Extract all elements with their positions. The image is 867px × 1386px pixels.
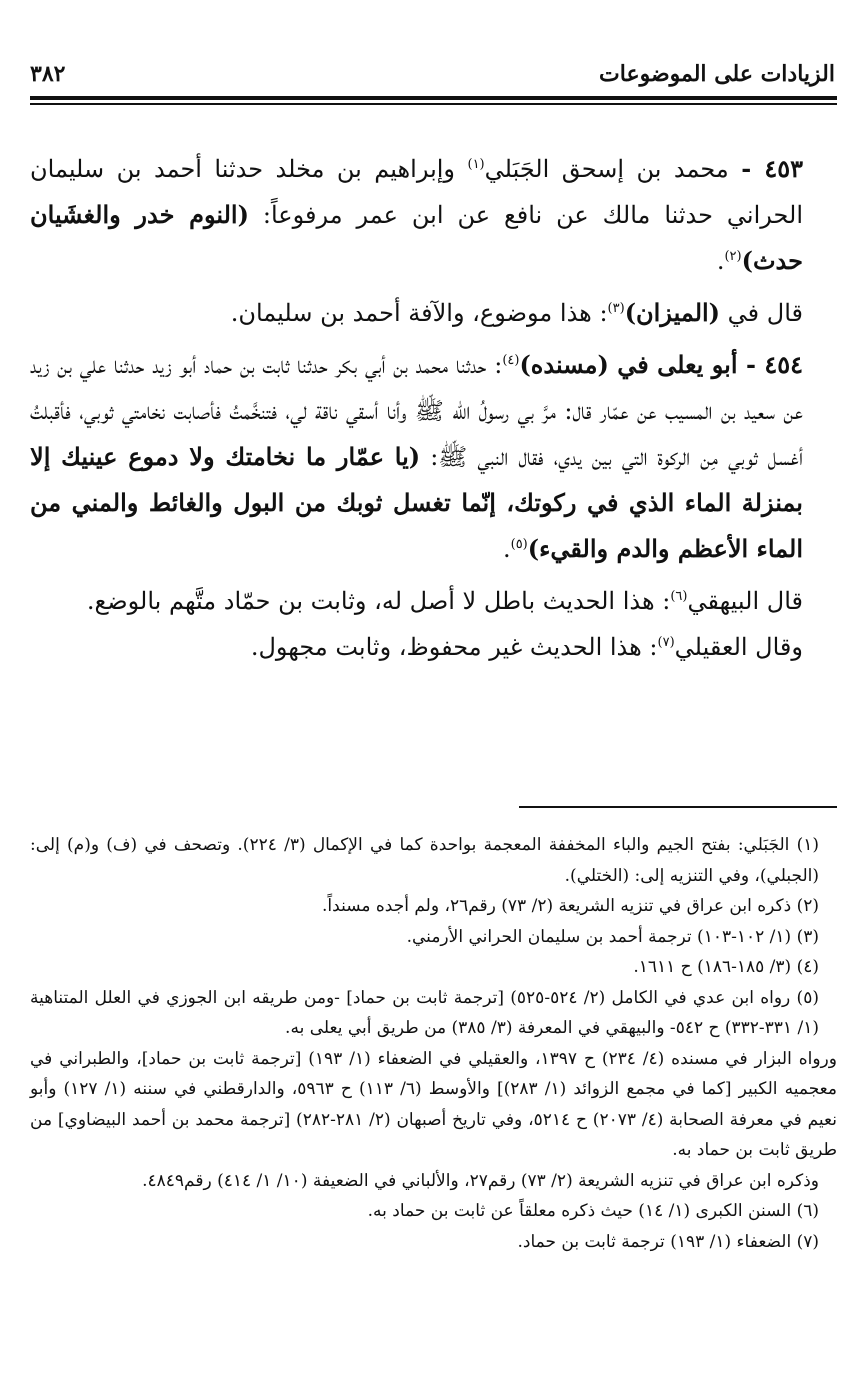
running-header xyxy=(30,56,835,92)
entry-453-comment xyxy=(30,290,837,336)
comment-text: : هذا الحديث باطل لا أصل له، وثابت بن حمّاد متَّهم بالوضع. xyxy=(86,587,671,615)
footnote-6: (٦) السنن الكبرى (١/ ١٤) حيث ذكره معلقاً عن ثابت بن حماد به. xyxy=(367,1201,819,1221)
comment-text: قال البيهقي xyxy=(687,587,803,615)
entry-454-comment-2 xyxy=(30,624,837,670)
footnote-3: (٣) (١/ ١٠٢-١٠٣) ترجمة أحمد بن سليمان الحراني الأرمني. xyxy=(406,926,819,947)
footnote-5-cont: ورواه البزار في مسنده (٤/ ٢٣٤) ح ١٣٩٧، والعقيلي في الضعفاء (١/ ١٩٣) [ترجمة ثابت بن حماد]، والطبراني في معجميه الكبير [كما في مجمع الزوائد (١/ ٢٨٣)] والأوسط (٦/ ١١٣) ح ٥٩٦٣، والدارقطني في سننه (١/ ١٢٧) وأبو نعيم في معرفة الصحابة (٤/ ٢٠٧٣) ح ٥٢١٤، وفي تاريخ أصبهان (٢/ ٢٨١-٢٨٢) [ترجمة محمد بن أحمد البيضاوي] من طريق ثابت بن حماد به. xyxy=(30,1048,837,1160)
footnote-ref: (٧) xyxy=(657,635,675,650)
header-title: الزيادات على الموضوعات xyxy=(599,61,835,87)
footnote-ref: (٣) xyxy=(607,301,625,316)
entry-number: ٤٥٤ - xyxy=(745,350,803,379)
entry-text: محمد بن إسحق الجَبَلي xyxy=(484,155,742,183)
comment-text: وقال العقيلي xyxy=(674,633,803,661)
header-rule-thick xyxy=(30,96,837,100)
footnote-4: (٤) (٣/ ١٨٥-١٨٦) ح ١٦١١. xyxy=(633,957,819,977)
source-title: (الميزان) xyxy=(624,298,721,327)
footnote-5: (٥) رواه ابن عدي في الكامل (٢/ ٥٢٤-٥٢٥) [ترجمة ثابت بن حماد] -ومن طريقه ابن الجوزي في العلل المتناهية (١/ ٣٣١-٣٣٢) ح ٥٤٢- والبيهقي في المعرفة (٣/ ٣٨٥) من طريق أبي يعلى به. xyxy=(30,987,819,1038)
footnote-ref: (٥) xyxy=(510,537,528,552)
footnote-2: (٢) ذكره ابن عراق في تنزيه الشريعة (٢/ ٧٣) رقم٢٦، ولم أجده مسنداً. xyxy=(322,896,819,916)
entry-text: : حدثنا محمد بن أبي بكر حدثنا ثابت بن حماد أبو زيد حدثنا علي بن زيد عن سعيد بن المسيب عن عمّار قال: مرَّ بي رسولُ الله ﷺ وأنا أسقي ناقة لي، فتنخَّمتُ فأصابت نخامتي ثوبي، فأقبلتُ أغسل ثوبي مِن الركوة التي بين يدي، فقال النبي ﷺ: xyxy=(30,351,803,471)
entry-454 xyxy=(30,342,837,572)
footnote-separator xyxy=(519,806,837,808)
entry-number: ٤٥٣ - xyxy=(741,154,804,183)
footnotes xyxy=(30,830,837,1257)
comment-text: قال في xyxy=(720,299,803,327)
page-number: ٣٨٢ xyxy=(30,61,66,87)
entry-454-comment-1 xyxy=(30,578,837,624)
hadith-text: (النوم خدر والغشَيان حدث) xyxy=(30,200,803,275)
entry-text: . xyxy=(716,247,725,275)
footnote-ref: (٢) xyxy=(724,249,742,264)
header-rule-thin xyxy=(30,103,837,105)
footnote-ref: (٤) xyxy=(502,353,520,368)
main-text xyxy=(30,146,837,676)
entry-text: وإبراهيم بن مخلد حدثنا أحمد بن سليمان الحراني حدثنا مالك عن نافع عن ابن عمر مرفوعاً: xyxy=(30,155,803,229)
entry-text: . xyxy=(502,535,511,563)
footnote-7: (٧) الضعفاء (١/ ١٩٣) ترجمة ثابت بن حماد. xyxy=(517,1231,819,1252)
source-title: أبو يعلى في (مسنده) xyxy=(519,350,746,379)
footnote-ref: (١) xyxy=(467,157,485,172)
footnote-1: (١) الجَبَلي: بفتح الجيم والباء المخففة المعجمة بواحدة كما في الإكمال (٣/ ٢٢٤). وتصحف في (ف) و(م) إلى: (الجبلي)، وفي التنزيه إلى: (الختلي). xyxy=(30,835,819,886)
footnote-5-cont-2: وذكره ابن عراق في تنزيه الشريعة (٢/ ٧٣) رقم٢٧، والألباني في الضعيفة (١٠/ ١/ ٤١٤) رقم٤٨٤٩. xyxy=(142,1170,819,1191)
entry-453 xyxy=(30,146,837,284)
hadith-text: (يا عمّار ما نخامتك ولا دموع عينيك إلا بمنزلة الماء الذي في ركوتك، إنّما تغسل ثوبك من البول والغائط والمني من الماء الأعظم والدم والقيء) xyxy=(30,442,803,563)
comment-text: : هذا موضوع، والآفة أحمد بن سليمان. xyxy=(230,299,608,327)
footnote-ref: (٦) xyxy=(670,589,688,604)
comment-text: : هذا الحديث غير محفوظ، وثابت مجهول. xyxy=(250,633,658,661)
